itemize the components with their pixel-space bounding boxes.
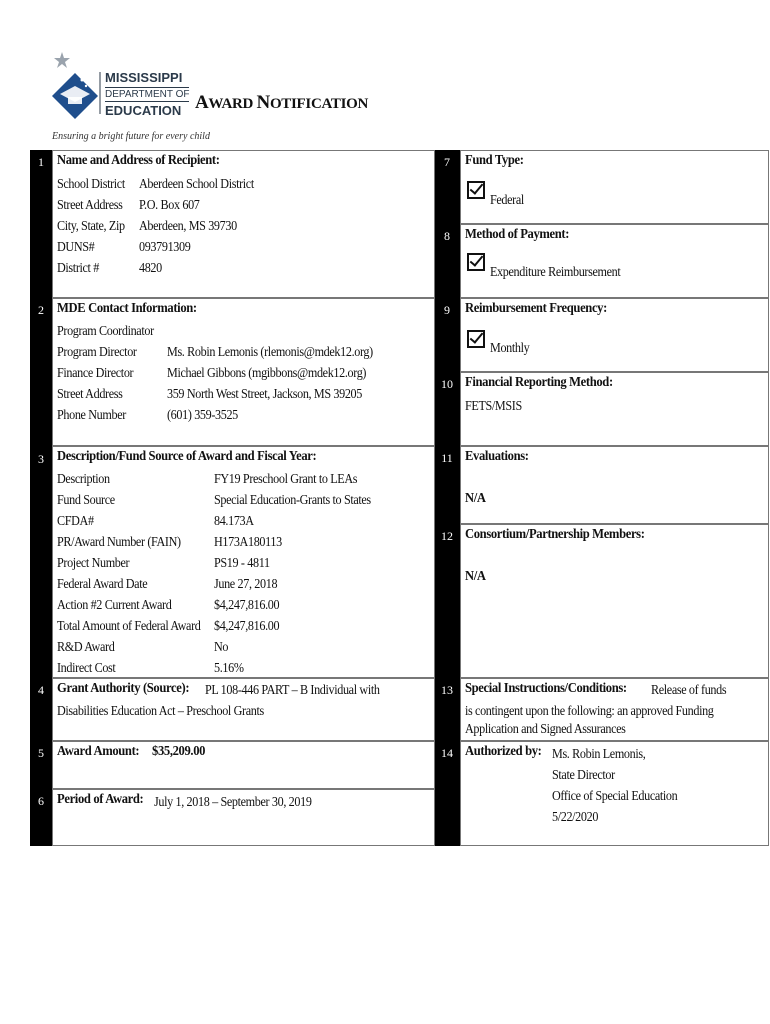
field-label: Program Director — [57, 344, 137, 359]
field-value: $4,247,816.00 — [214, 618, 280, 633]
tagline: Ensuring a bright future for every child — [52, 131, 210, 142]
period-of-award-value: July 1, 2018 – September 30, 2019 — [154, 794, 312, 809]
field-label: Phone Number — [57, 407, 126, 422]
field-value: No — [214, 639, 229, 654]
section-number: 7 — [444, 155, 450, 169]
field-label: Action #2 Current Award — [57, 597, 172, 612]
award-amount-value: $35,209.00 — [152, 744, 206, 759]
section-number: 1 — [38, 155, 44, 169]
field-label: Fund Source — [57, 492, 115, 507]
authorization-date: 5/22/2020 — [552, 809, 599, 824]
field-value: 84.173A — [214, 513, 254, 528]
checkbox-checked-icon[interactable] — [467, 181, 485, 199]
checkbox-checked-icon[interactable] — [467, 253, 485, 271]
field-label: School District — [57, 176, 125, 191]
field-value: 5.16% — [214, 660, 244, 675]
field-label: Federal Award Date — [57, 576, 148, 591]
field-value: June 27, 2018 — [214, 576, 278, 591]
logo-line-3: EDUCATION — [105, 103, 182, 118]
evaluations-value: N/A — [465, 491, 486, 506]
section-number: 14 — [441, 746, 453, 760]
authorizer-office: Office of Special Education — [552, 788, 678, 803]
logo-line-1: MISSISSIPPI — [105, 70, 183, 85]
field-label: Finance Director — [57, 365, 134, 380]
section-number: 2 — [38, 303, 44, 317]
authorizer-name: Ms. Robin Lemonis, — [552, 746, 646, 761]
section-6-label: Period of Award: — [57, 792, 144, 807]
field-value: PS19 - 4811 — [214, 555, 270, 570]
section-number: 9 — [444, 303, 450, 317]
title-part-d: OTIFICATION — [269, 96, 369, 112]
logo-line-2: DEPARTMENT OF — [105, 89, 190, 100]
field-value: P.O. Box 607 — [139, 197, 200, 212]
field-label: R&D Award — [57, 639, 115, 654]
section-number: 12 — [441, 529, 453, 543]
field-value: Special Education-Grants to States — [214, 492, 371, 507]
field-label: Street Address — [57, 386, 123, 401]
section-7-label: Fund Type: — [465, 153, 524, 168]
reporting-method-value: FETS/MSIS — [465, 398, 522, 413]
section-number: 11 — [441, 451, 453, 465]
field-label: Description — [57, 471, 110, 486]
section-number: 3 — [38, 452, 44, 466]
grant-authority-line-1: PL 108-446 PART – B Individual with — [205, 682, 380, 697]
payment-method-option: Expenditure Reimbursement — [490, 264, 621, 279]
authorizer-title: State Director — [552, 767, 615, 782]
field-label: Indirect Cost — [57, 660, 116, 675]
section-number: 13 — [441, 683, 453, 697]
field-label: DUNS# — [57, 239, 95, 254]
field-label: Street Address — [57, 197, 123, 212]
section-4-label: Grant Authority (Source): — [57, 681, 190, 696]
instructions-line-1: Release of funds — [651, 682, 727, 697]
star-icon — [54, 52, 70, 68]
field-value: Aberdeen, MS 39730 — [139, 218, 237, 233]
page-title — [195, 92, 368, 114]
section-1-label: Name and Address of Recipient: — [57, 153, 220, 168]
left-number-column — [30, 150, 52, 846]
title-part-c: N — [256, 92, 270, 113]
field-value: Aberdeen School District — [139, 176, 254, 191]
field-value: Ms. Robin Lemonis (rlemonis@mdek12.org) — [167, 344, 373, 359]
section-10-label: Financial Reporting Method: — [465, 375, 613, 390]
field-value: $4,247,816.00 — [214, 597, 280, 612]
field-label: PR/Award Number (FAIN) — [57, 534, 181, 549]
section-14-label: Authorized by: — [465, 744, 542, 759]
consortium-value: N/A — [465, 569, 486, 584]
grant-authority-line-2: Disabilities Education Act – Preschool Grants — [57, 703, 264, 718]
field-value: 359 North West Street, Jackson, MS 39205 — [167, 386, 362, 401]
section-13-label: Special Instructions/Conditions: — [465, 681, 627, 696]
title-part-b: WARD — [208, 96, 257, 112]
fund-type-option: Federal — [490, 192, 524, 207]
field-value: FY19 Preschool Grant to LEAs — [214, 471, 358, 486]
instructions-line-3: Application and Signed Assurances — [465, 721, 626, 736]
field-label: CFDA# — [57, 513, 94, 528]
section-9-label: Reimbursement Frequency: — [465, 301, 607, 316]
section-number: 8 — [444, 229, 450, 243]
section-3-label: Description/Fund Source of Award and Fiscal Year: — [57, 449, 317, 464]
checkbox-checked-icon[interactable] — [467, 330, 485, 348]
section-number: 10 — [441, 377, 453, 391]
section-number: 6 — [38, 794, 44, 808]
field-value: 093791309 — [139, 239, 191, 254]
section-12-label: Consortium/Partnership Members: — [465, 527, 645, 542]
section-11-label: Evaluations: — [465, 449, 529, 464]
field-value: Michael Gibbons (mgibbons@mdek12.org) — [167, 365, 367, 380]
section-number: 5 — [38, 746, 44, 760]
instructions-line-2: is contingent upon the following: an approved Funding — [465, 703, 714, 718]
reimbursement-frequency-option: Monthly — [490, 340, 530, 355]
field-label: District # — [57, 260, 99, 275]
section-2-label: MDE Contact Information: — [57, 301, 197, 316]
section-number: 4 — [38, 683, 44, 697]
field-label: Total Amount of Federal Award — [57, 618, 201, 633]
section-12-box — [460, 524, 769, 678]
field-value: 4820 — [139, 260, 162, 275]
field-value: (601) 359-3525 — [167, 407, 238, 422]
field-label: Program Coordinator — [57, 323, 154, 338]
section-8-label: Method of Payment: — [465, 227, 570, 242]
field-label: City, State, Zip — [57, 218, 125, 233]
section-5-label: Award Amount: — [57, 744, 140, 759]
field-value: H173A180113 — [214, 534, 282, 549]
field-label: Project Number — [57, 555, 130, 570]
right-number-column — [435, 150, 460, 846]
title-part-a: A — [195, 92, 209, 113]
